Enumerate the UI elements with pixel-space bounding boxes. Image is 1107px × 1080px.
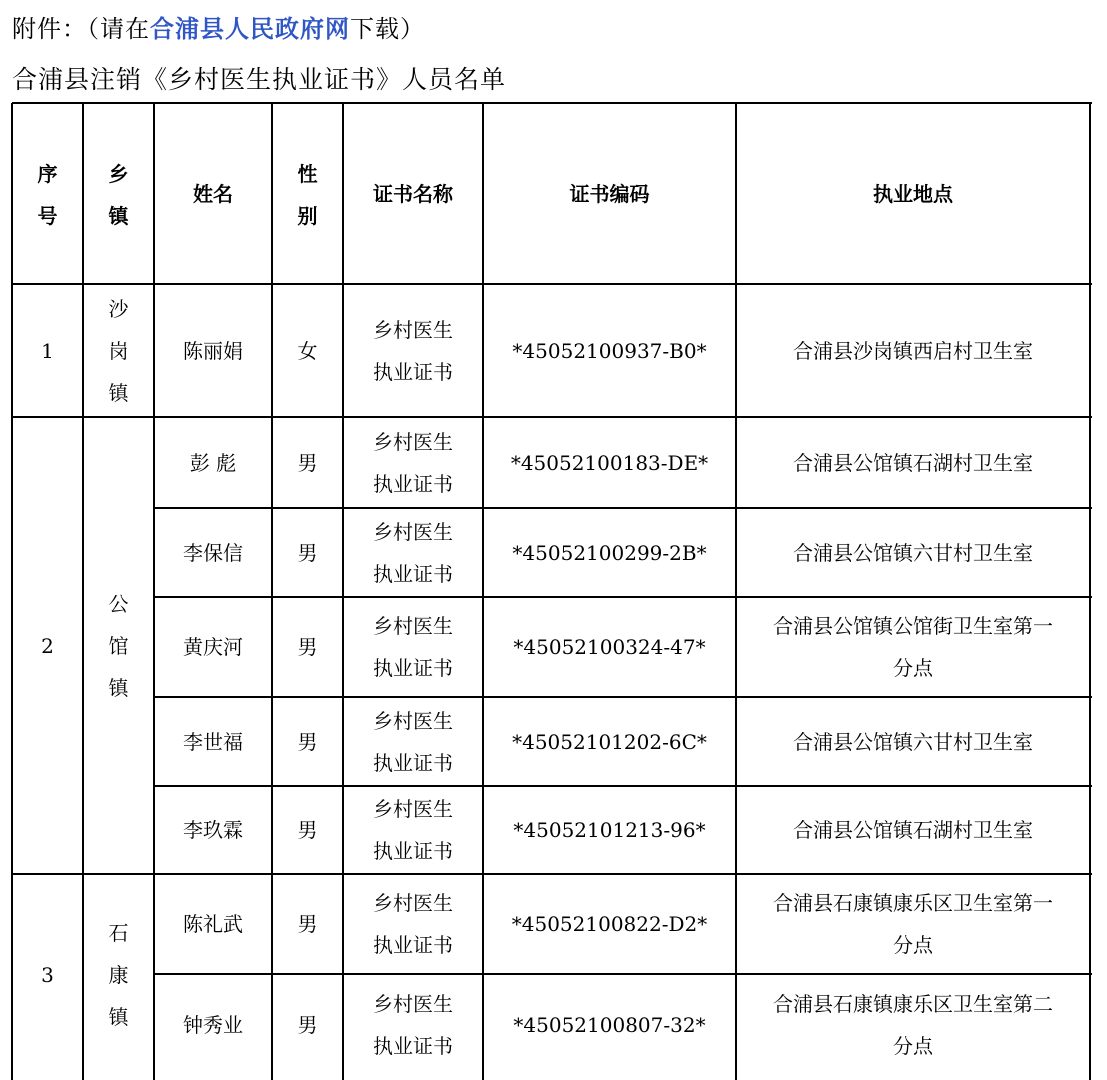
government-site-link[interactable]: 合浦县人民政府网 bbox=[150, 15, 350, 43]
gender-value: 男 bbox=[297, 635, 318, 659]
cert-code-cell bbox=[483, 284, 736, 417]
attachment-suffix: 下载） bbox=[350, 15, 425, 43]
cert-name-cell bbox=[343, 786, 483, 874]
seq-number: 2 bbox=[41, 633, 54, 658]
cert-name-cell bbox=[343, 284, 483, 417]
cert-name-line1: 乡村医生 bbox=[373, 992, 453, 1016]
cert-name-line2: 执业证书 bbox=[373, 933, 453, 957]
seq-cell bbox=[12, 874, 83, 1076]
header-cert-name bbox=[343, 103, 483, 284]
name-cell bbox=[154, 284, 272, 417]
place-line1: 合浦县公馆镇公馆街卫生室第一 bbox=[773, 614, 1053, 638]
practice-place-cell bbox=[736, 284, 1090, 417]
gender-value: 男 bbox=[297, 450, 318, 475]
seq-cell bbox=[12, 417, 83, 874]
gender-cell bbox=[272, 786, 343, 874]
name-cell bbox=[154, 974, 272, 1076]
cert-code: *45052100324-47* bbox=[513, 635, 706, 659]
cert-name-line1: 乡村医生 bbox=[373, 429, 453, 454]
place-line1: 合浦县公馆镇石湖村卫生室 bbox=[793, 818, 1033, 842]
cert-name-cell bbox=[343, 697, 483, 786]
place-line1: 合浦县公馆镇石湖村卫生室 bbox=[793, 450, 1033, 475]
table-rule bbox=[154, 973, 1092, 975]
table-rule bbox=[482, 103, 484, 1080]
table-rule bbox=[271, 103, 273, 1080]
table-rule bbox=[12, 102, 1092, 104]
header-cert-name-label: 证书名称 bbox=[373, 181, 453, 206]
gender-value: 男 bbox=[297, 1013, 318, 1037]
cert-name-line1: 乡村医生 bbox=[373, 317, 453, 342]
cert-name-line1: 乡村医生 bbox=[373, 614, 453, 638]
cert-name-line2: 执业证书 bbox=[373, 656, 453, 680]
cert-code: *45052100807-32* bbox=[513, 1013, 706, 1037]
cert-code-cell bbox=[483, 597, 736, 697]
seq-cell bbox=[12, 284, 83, 417]
person-name: 钟秀业 bbox=[183, 1013, 243, 1037]
cert-code: *45052100183-DE* bbox=[510, 450, 709, 475]
header-name bbox=[154, 103, 272, 284]
place-line2: 分点 bbox=[893, 656, 933, 680]
practice-place-cell bbox=[736, 874, 1090, 974]
cert-code-cell bbox=[483, 786, 736, 874]
person-name: 李保信 bbox=[183, 540, 243, 565]
practice-place-cell bbox=[736, 697, 1090, 786]
attachment-prefix: 附件：（请在 bbox=[12, 15, 150, 43]
table-rule bbox=[12, 283, 1092, 285]
table-rule bbox=[12, 416, 1092, 418]
cert-code-cell bbox=[483, 874, 736, 974]
cert-code: *45052100299-2B* bbox=[512, 540, 707, 565]
gender-cell bbox=[272, 597, 343, 697]
table-rule bbox=[154, 596, 1092, 598]
name-cell bbox=[154, 508, 272, 597]
seq-number: 1 bbox=[41, 338, 54, 363]
header-seq bbox=[12, 103, 83, 284]
header-name-label: 姓名 bbox=[193, 181, 233, 206]
gender-cell bbox=[272, 508, 343, 597]
cert-name-line2: 执业证书 bbox=[373, 471, 453, 496]
town-cell bbox=[83, 417, 154, 874]
gender-value: 男 bbox=[297, 729, 318, 754]
cert-name-line1: 乡村医生 bbox=[373, 797, 453, 821]
practice-place-cell bbox=[736, 508, 1090, 597]
cert-name-line1: 乡村医生 bbox=[373, 708, 453, 733]
name-cell bbox=[154, 597, 272, 697]
cert-code-cell bbox=[483, 974, 736, 1076]
table-rule bbox=[154, 696, 1092, 698]
person-name: 黄庆河 bbox=[183, 635, 243, 659]
header-town-label: 乡 镇 bbox=[108, 162, 129, 228]
header-practice-place bbox=[736, 103, 1090, 284]
table-rule bbox=[153, 103, 155, 1080]
practice-place-cell bbox=[736, 786, 1090, 874]
table-rule bbox=[154, 785, 1092, 787]
table-rule bbox=[342, 103, 344, 1080]
cert-code: *45052101202-6C* bbox=[512, 729, 707, 754]
place-line1: 合浦县石康镇康乐区卫生室第二 bbox=[773, 992, 1053, 1016]
place-line1: 合浦县石康镇康乐区卫生室第一 bbox=[773, 891, 1053, 915]
person-name: 陈丽娟 bbox=[183, 338, 243, 363]
cert-name-line2: 执业证书 bbox=[373, 561, 453, 586]
person-name: 彭 彪 bbox=[189, 450, 237, 475]
person-name: 李玖霖 bbox=[183, 818, 243, 842]
place-line2: 分点 bbox=[893, 933, 933, 957]
table-rule bbox=[1089, 103, 1091, 1080]
cert-code-cell bbox=[483, 508, 736, 597]
header-cert-code bbox=[483, 103, 736, 284]
gender-cell bbox=[272, 284, 343, 417]
cert-code-cell bbox=[483, 697, 736, 786]
gender-cell bbox=[272, 874, 343, 974]
name-cell bbox=[154, 417, 272, 508]
cert-name-cell bbox=[343, 974, 483, 1076]
town-cell bbox=[83, 284, 154, 417]
page-title: 合浦县注销《乡村医生执业证书》人员名单 bbox=[12, 65, 507, 94]
seq-number: 3 bbox=[41, 963, 54, 987]
gender-value: 男 bbox=[297, 818, 318, 842]
cert-code: *45052100937-B0* bbox=[512, 338, 707, 363]
cert-code-cell bbox=[483, 417, 736, 508]
cert-name-line1: 乡村医生 bbox=[373, 519, 453, 544]
gender-value: 女 bbox=[297, 338, 318, 363]
table-rule bbox=[735, 103, 737, 1080]
name-cell bbox=[154, 697, 272, 786]
town-cell bbox=[83, 874, 154, 1076]
table-rule bbox=[11, 103, 13, 1080]
town-name: 沙 岗 镇 bbox=[108, 296, 129, 405]
table-rule bbox=[12, 873, 1092, 875]
header-practice-place-label: 执业地点 bbox=[873, 181, 953, 206]
place-line1: 合浦县沙岗镇西启村卫生室 bbox=[793, 338, 1033, 363]
town-name: 石 康 镇 bbox=[108, 921, 129, 1029]
place-line1: 合浦县公馆镇六甘村卫生室 bbox=[793, 729, 1033, 754]
gender-cell bbox=[272, 697, 343, 786]
cert-name-line2: 执业证书 bbox=[373, 359, 453, 384]
cert-name-line2: 执业证书 bbox=[373, 839, 453, 863]
header-gender bbox=[272, 103, 343, 284]
table-rule bbox=[82, 103, 84, 1080]
name-cell bbox=[154, 786, 272, 874]
cert-code: *45052100822-D2* bbox=[511, 912, 708, 936]
practice-place-cell bbox=[736, 417, 1090, 508]
place-line1: 合浦县公馆镇六甘村卫生室 bbox=[793, 540, 1033, 565]
attachment-note bbox=[12, 14, 425, 44]
header-gender-label: 性 别 bbox=[297, 162, 318, 228]
gender-cell bbox=[272, 417, 343, 508]
person-name: 李世福 bbox=[183, 729, 243, 754]
gender-value: 男 bbox=[297, 912, 318, 936]
cert-name-cell bbox=[343, 597, 483, 697]
cert-name-cell bbox=[343, 874, 483, 974]
practice-place-cell bbox=[736, 597, 1090, 697]
person-name: 陈礼武 bbox=[183, 912, 243, 936]
header-cert-code-label: 证书编码 bbox=[569, 181, 650, 206]
table-rule bbox=[154, 507, 1092, 509]
town-name: 公 馆 镇 bbox=[108, 591, 129, 700]
cert-name-cell bbox=[343, 508, 483, 597]
cert-name-line2: 执业证书 bbox=[373, 1034, 453, 1058]
cert-name-line1: 乡村医生 bbox=[373, 891, 453, 915]
place-line2: 分点 bbox=[893, 1034, 933, 1058]
cert-name-cell bbox=[343, 417, 483, 508]
gender-value: 男 bbox=[297, 540, 318, 565]
header-town bbox=[83, 103, 154, 284]
cert-code: *45052101213-96* bbox=[513, 818, 706, 842]
name-cell bbox=[154, 874, 272, 974]
gender-cell bbox=[272, 974, 343, 1076]
header-seq-label: 序 号 bbox=[37, 162, 58, 228]
cert-name-line2: 执业证书 bbox=[373, 750, 453, 775]
practice-place-cell bbox=[736, 974, 1090, 1076]
